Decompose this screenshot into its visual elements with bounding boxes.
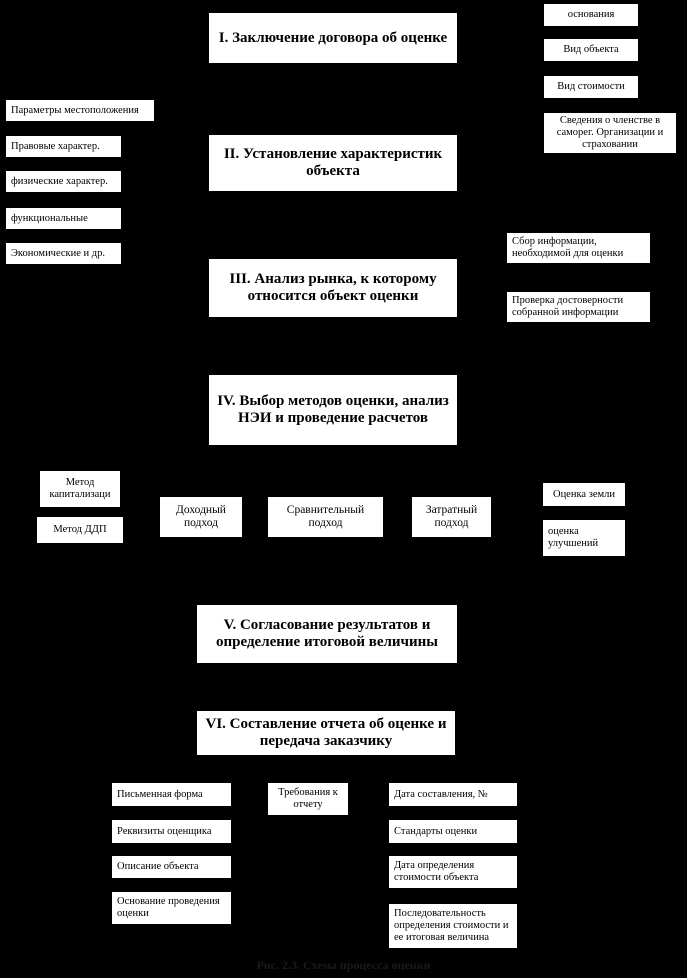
stage-4-box xyxy=(208,374,458,446)
contract-membership-box xyxy=(543,112,677,154)
method-capitalization-box xyxy=(39,470,121,508)
market-collect-box xyxy=(506,232,651,264)
connector-stage1-stage2 xyxy=(332,64,334,134)
report-appraiser-details-box xyxy=(111,819,232,844)
contract-value-type-box xyxy=(543,75,639,99)
report-sequence-box xyxy=(388,903,518,949)
connector-stage6-report xyxy=(332,756,334,780)
stage-5-label: V. Согласование результатов и определение итоговой величины xyxy=(216,617,438,650)
report-standards-box xyxy=(388,819,518,844)
approach-comparative-box xyxy=(267,496,384,538)
stage-1-label: I. Заключение договора об оценке xyxy=(218,29,448,46)
stage-5-box xyxy=(196,604,458,664)
stage-2-label: II. Установление характеристик объекта xyxy=(223,146,443,179)
method-improvements-valuation-label: оценка улучшений xyxy=(548,526,599,549)
report-grounds-label: Основание проведения оценки xyxy=(117,896,220,919)
report-sequence-label: Последовательность определения стоимости и ее итоговая величина xyxy=(394,908,509,943)
contract-object-type-label: Вид объекта xyxy=(563,44,619,56)
char-functional-label: функциональные xyxy=(11,212,88,224)
stage-6-label: VI. Составление отчета об оценке и передача заказчику xyxy=(205,716,447,749)
char-legal-box xyxy=(5,135,122,158)
report-standards-label: Стандарты оценки xyxy=(394,825,478,837)
char-functional-box xyxy=(5,207,122,230)
connector-stage4-approaches xyxy=(332,446,334,496)
contract-grounds-label: основания xyxy=(567,9,615,21)
report-object-description-box xyxy=(111,855,232,879)
figure-caption: Рис. 2.3. Схема процесса оценки xyxy=(256,958,431,972)
char-economic-box xyxy=(5,242,122,265)
approach-cost-box xyxy=(411,496,492,538)
char-legal-label: Правовые характер. xyxy=(11,140,100,152)
report-written-form-label: Письменная форма xyxy=(117,788,203,800)
report-valuation-date-box xyxy=(388,855,518,889)
report-requirements-title-box xyxy=(267,782,349,816)
report-valuation-date-label: Дата определения стоимости объекта xyxy=(394,860,479,883)
method-land-valuation-label: Оценка земли xyxy=(552,488,616,500)
char-location-label: Параметры местоположения xyxy=(11,104,139,116)
char-physical-box xyxy=(5,170,122,193)
report-grounds-box xyxy=(111,891,232,925)
method-land-valuation-box xyxy=(542,482,626,507)
stage-2-box xyxy=(208,134,458,192)
market-verify-label: Проверка достоверности собранной информации xyxy=(512,295,624,318)
report-appraiser-details-label: Реквизиты оценщика xyxy=(117,825,212,837)
report-written-form-box xyxy=(111,782,232,807)
connector-stage3-stage4 xyxy=(332,318,334,374)
contract-value-type-label: Вид стоимости xyxy=(557,81,625,93)
connector-approaches-stage5 xyxy=(332,540,334,604)
method-improvements-valuation-box xyxy=(542,519,626,557)
method-capitalization-label: Метод капитализаци xyxy=(49,477,111,500)
stage-4-label: IV. Выбор методов оценки, анализ НЭИ и проведение расчетов xyxy=(217,393,449,426)
report-date-number-box xyxy=(388,782,518,807)
char-economic-label: Экономические и др. xyxy=(11,247,106,259)
char-physical-label: физические характер. xyxy=(11,175,108,187)
stage-3-box xyxy=(208,258,458,318)
stage-6-box xyxy=(196,710,456,756)
approach-comparative-label: Сравнительный подход xyxy=(286,504,365,529)
approach-cost-label: Затратный подход xyxy=(425,504,478,529)
stage-3-label: III. Анализ рынка, к которому относится объект оценки xyxy=(229,271,437,304)
approach-income-box xyxy=(159,496,243,538)
method-dcf-box xyxy=(36,516,124,544)
contract-membership-label: Сведения о членстве в саморег. Организации и страховании xyxy=(556,115,664,150)
connector-stage5-stage6 xyxy=(332,668,334,710)
connector-stage2-stage3 xyxy=(332,192,334,258)
report-requirements-title-label: Требования к отчету xyxy=(278,787,338,810)
char-location-box xyxy=(5,99,155,122)
stage-1-box xyxy=(208,12,458,64)
contract-grounds-box xyxy=(543,3,639,27)
approach-income-label: Доходный подход xyxy=(176,504,226,529)
method-dcf-label: Метод ДДП xyxy=(53,524,107,536)
report-date-number-label: Дата составления, № xyxy=(394,788,488,800)
market-verify-box xyxy=(506,291,651,323)
contract-object-type-box xyxy=(543,38,639,62)
report-object-description-label: Описание объекта xyxy=(117,861,199,873)
market-collect-label: Сбор информации, необходимой для оценки xyxy=(512,236,624,259)
